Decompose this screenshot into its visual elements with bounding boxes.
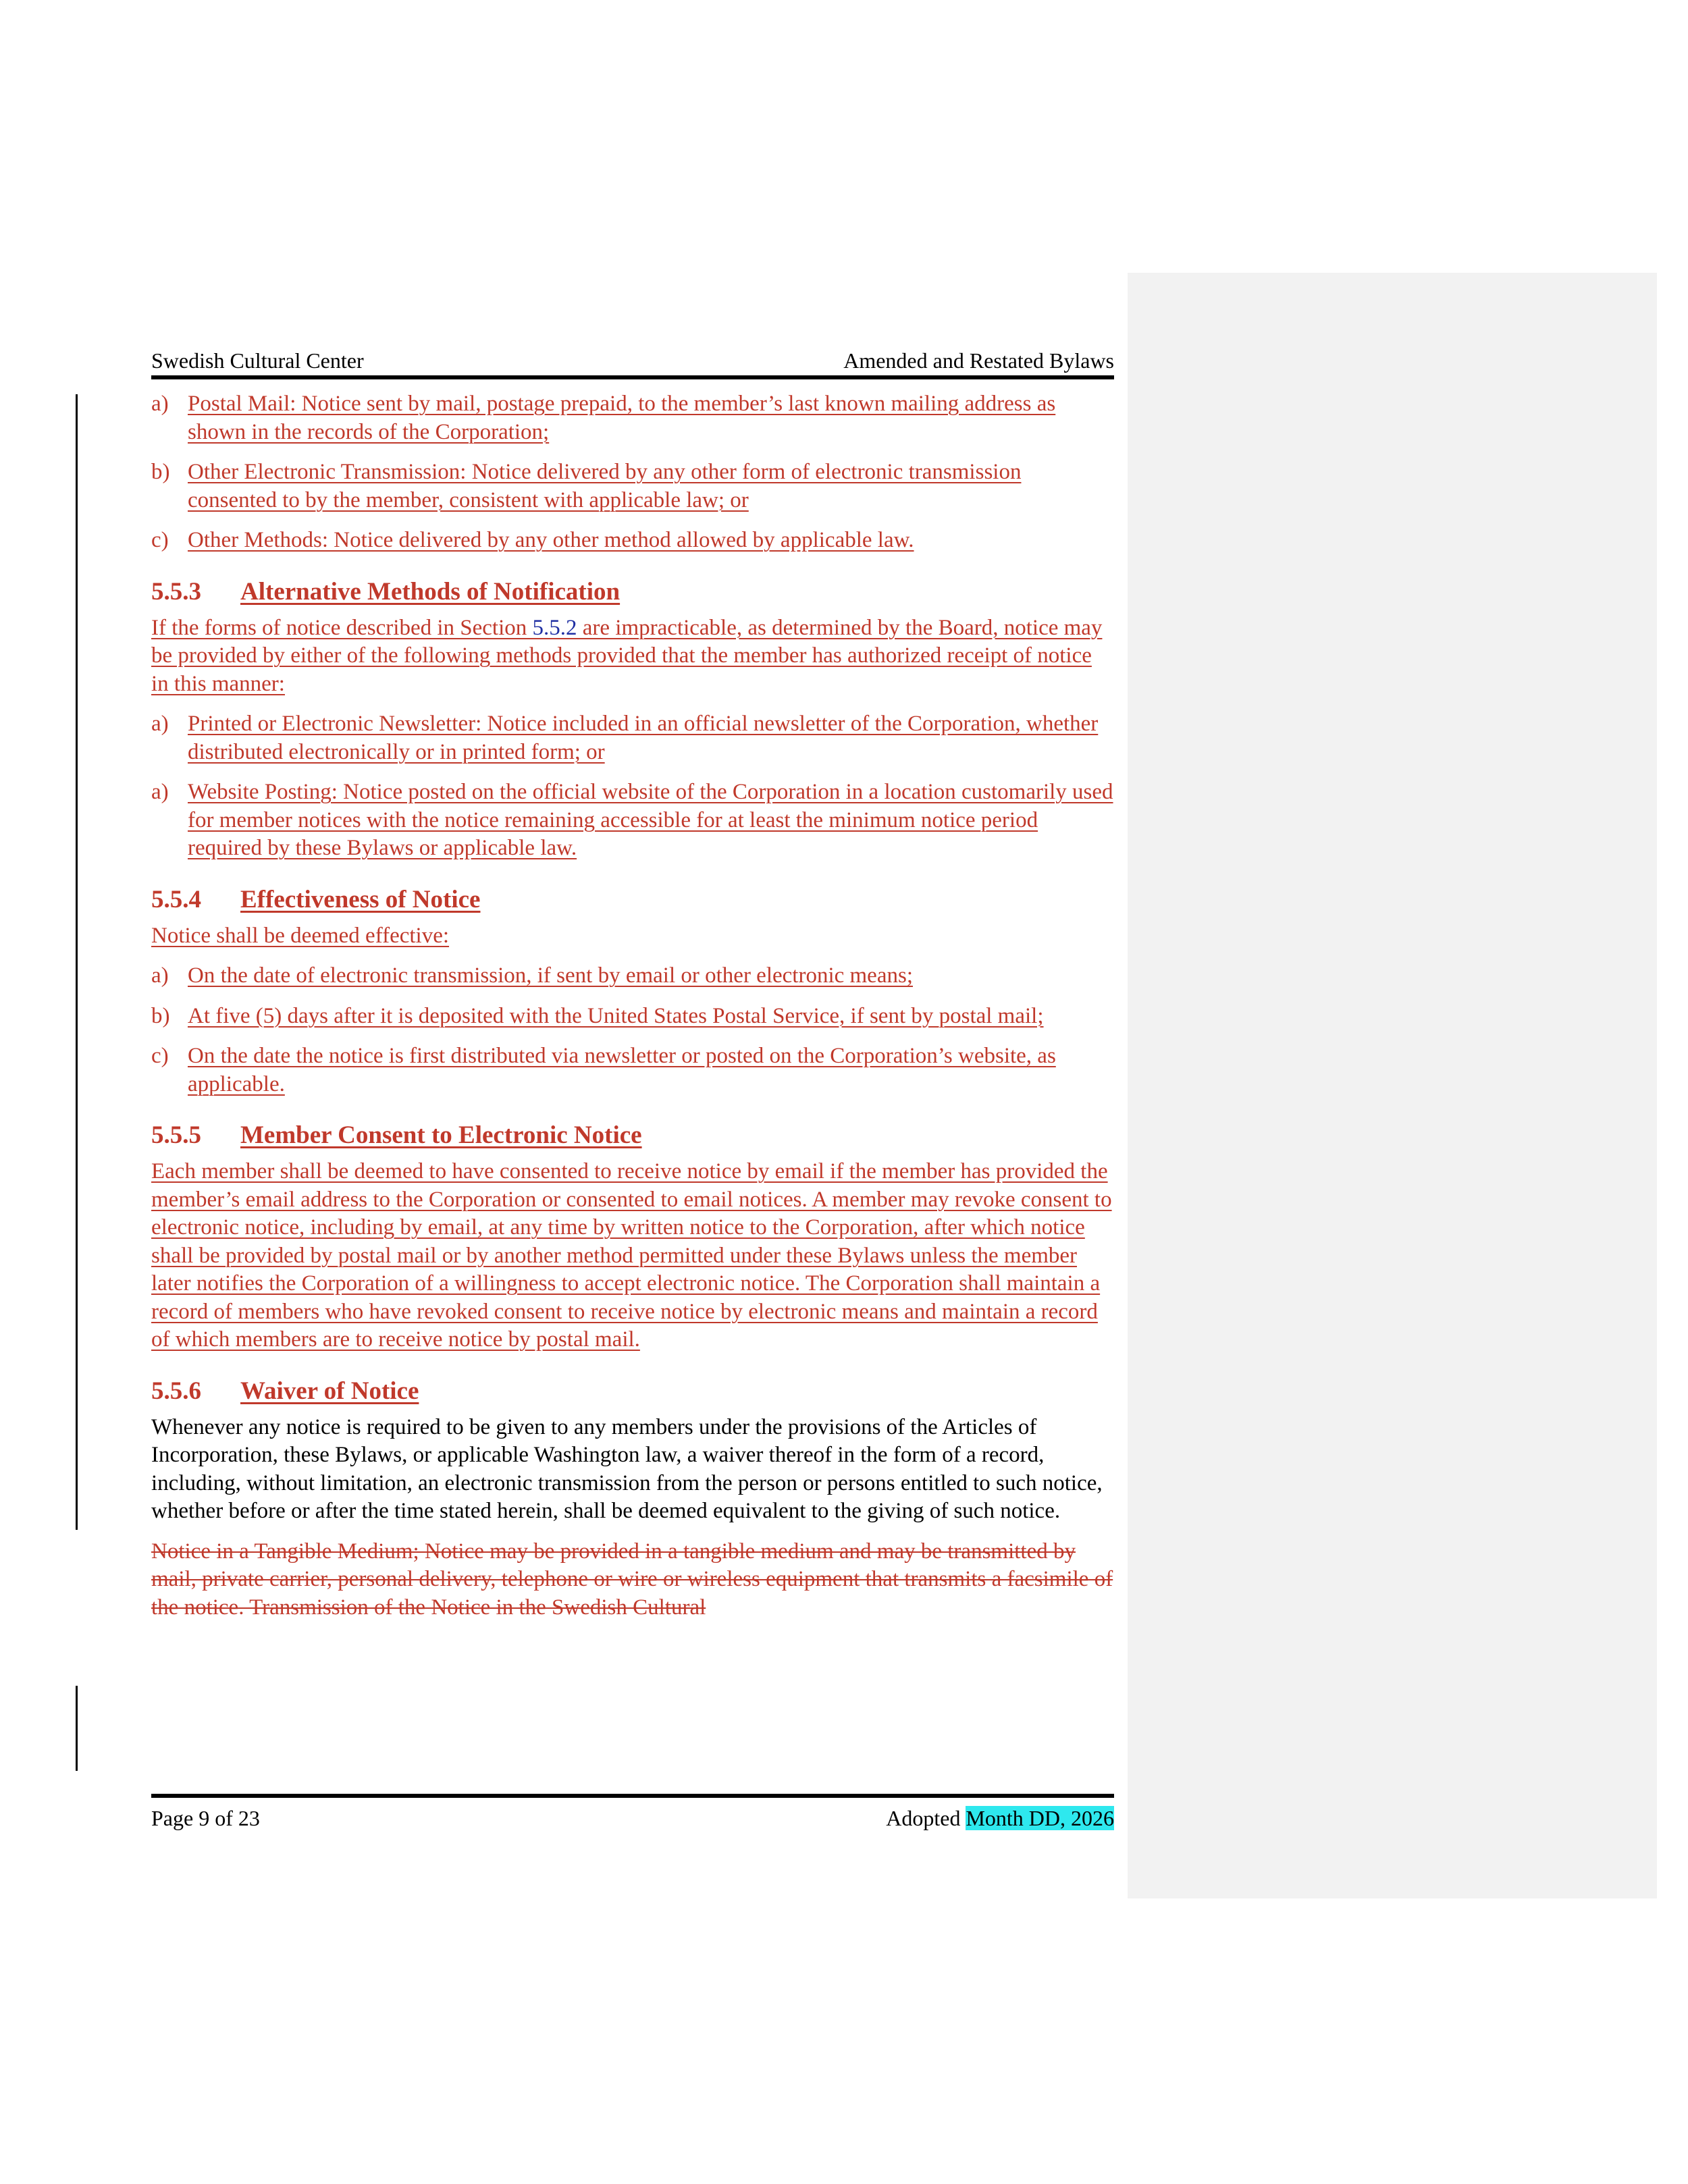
- list-text: Printed or Electronic Newsletter: Notice included in an official newsletter of the Corporation, whether distributed electronically or in printed form; or: [188, 712, 1099, 764]
- header-org-name: Swedish Cultural Center: [151, 348, 364, 373]
- section-heading-5-5-3: [151, 575, 1114, 609]
- list-marker: c): [151, 1044, 169, 1068]
- list-text: Postal Mail: Notice sent by mail, postage prepaid, to the member’s last known mailing address as shown in the records of the Corporation;: [188, 392, 1056, 444]
- page-header: [151, 346, 1114, 379]
- adoption-date: [886, 1803, 1114, 1833]
- deleted-paragraph: Notice in a Tangible Medium; Notice may be provided in a tangible medium and may be transmitted by mail, private carrier, personal delivery, telephone or wire or wireless equipment that transmits a facsimile of the notice. Transmission of the Notice in the Swedish Cultural: [151, 1539, 1113, 1620]
- section-title: Alternative Methods of Notification: [240, 577, 621, 606]
- change-bar: [76, 1686, 78, 1771]
- list-marker: a): [151, 712, 169, 736]
- list-item: [151, 1042, 1114, 1098]
- page-footer: [151, 1794, 1114, 1836]
- list-marker: b): [151, 460, 170, 484]
- list-marker: a): [151, 780, 169, 804]
- intro-text: If the forms of notice described in Section: [151, 615, 533, 640]
- list-marker: a): [151, 963, 169, 988]
- section-number: 5.5.6: [151, 1377, 201, 1405]
- change-bar: [76, 394, 78, 1530]
- adopted-label: Adopted: [886, 1806, 966, 1830]
- section-heading-5-5-4: [151, 883, 1114, 917]
- list-item: [151, 527, 1114, 555]
- list-marker: b): [151, 1003, 170, 1028]
- list-text: Other Electronic Transmission: Notice delivered by any other form of electronic transmission consented to by the member, consistent with applicable law; or: [188, 460, 1022, 512]
- list-item: [151, 962, 1114, 990]
- section-intro: Notice shall be deemed effective:: [151, 923, 450, 948]
- section-number: 5.5.5: [151, 1121, 201, 1149]
- header-doc-title: Amended and Restated Bylaws: [843, 348, 1114, 373]
- list-text: On the date the notice is first distributed via newsletter or posted on the Corporation’s website, as applicable.: [188, 1044, 1056, 1096]
- document-body: [151, 390, 1114, 1634]
- section-paragraph: Each member shall be deemed to have consented to receive notice by email if the member has provided the member’s email address to the Corporation or consented to email notices. A member may revoke consent to electronic notice, including by email, at any time by written notice to the Corporation, after which notice shall be provided by postal mail or by another method permitted under these Bylaws unless the member later notifies the Corporation of a willingness to accept electronic notice. The Corporation shall maintain a record of members who have revoked consent to receive notice by electronic means and maintain a record of which members are to receive notice by postal mail.: [151, 1159, 1112, 1352]
- list-marker: a): [151, 392, 169, 416]
- page-number: Page 9 of 23: [151, 1806, 260, 1830]
- section-intro: [151, 614, 1114, 699]
- section-heading-5-5-6: [151, 1375, 1114, 1408]
- list-marker: c): [151, 528, 169, 552]
- list-text: At five (5) days after it is deposited with the United States Postal Service, if sent by postal mail;: [188, 1003, 1044, 1028]
- section-title: Member Consent to Electronic Notice: [240, 1121, 642, 1149]
- comment-pane: [1128, 273, 1657, 1898]
- list-item: [151, 778, 1114, 863]
- section-number: 5.5.3: [151, 577, 201, 606]
- section-paragraph: Whenever any notice is required to be given to any members under the provisions of the Articles of Incorporation, these Bylaws, or applicable Washington law, a waiver thereof in the form of a record, including, without limitation, an electronic transmission from the person or persons entitled to such notice, whether before or after the time stated herein, shall be deemed equivalent to the giving of such notice.: [151, 1414, 1103, 1523]
- list-text: Website Posting: Notice posted on the official website of the Corporation in a location customarily used for member notices with the notice remaining accessible for at least the minimum notice period required by these Bylaws or applicable law.: [188, 780, 1113, 860]
- section-title: Effectiveness of Notice: [240, 885, 481, 913]
- section-number: 5.5.4: [151, 885, 201, 913]
- section-heading-5-5-5: [151, 1119, 1114, 1152]
- list-item: [151, 458, 1114, 514]
- intro-text: are impracticable, as determined by the Board, notice may be provided by either of the following methods provided that the member has authorized receipt of notice in this manner:: [151, 615, 1103, 696]
- list-item: [151, 1003, 1114, 1031]
- list-item: [151, 710, 1114, 766]
- list-item: [151, 390, 1114, 446]
- date-placeholder: Month DD, 2026: [966, 1806, 1114, 1830]
- section-title: Waiver of Notice: [240, 1377, 419, 1405]
- section-cross-reference[interactable]: 5.5.2: [532, 615, 577, 640]
- list-text: On the date of electronic transmission, if sent by email or other electronic means;: [188, 963, 913, 988]
- list-text: Other Methods: Notice delivered by any other method allowed by applicable law.: [188, 528, 914, 552]
